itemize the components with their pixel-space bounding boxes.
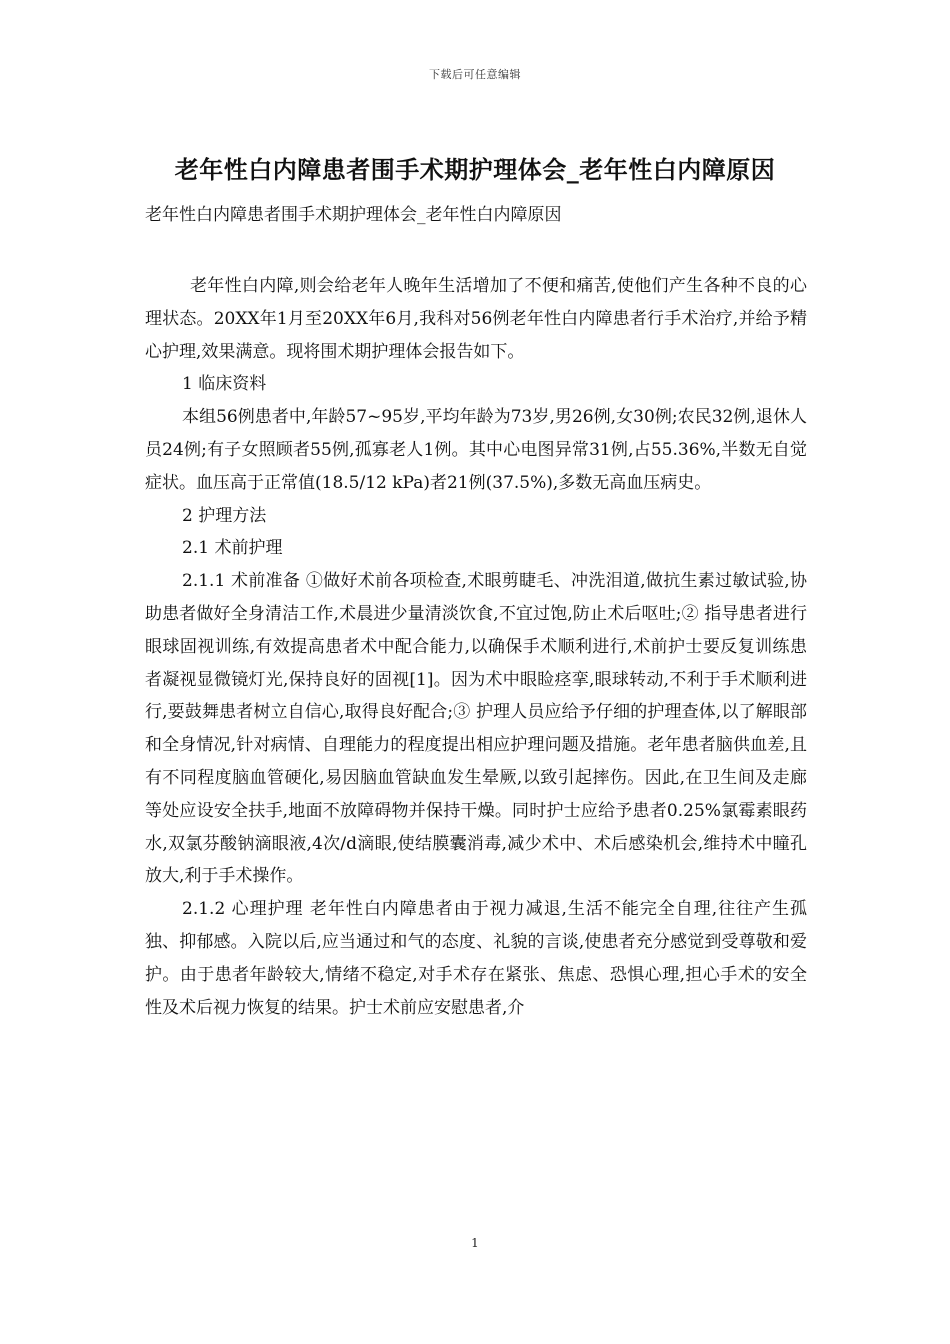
document-title: 老年性白内障患者围手术期护理体会_老年性白内障原因 (174, 156, 776, 184)
page-number: 1 (471, 1236, 479, 1250)
psychological-care-paragraph: 2.1.2 心理护理 老年性白内障患者由于视力减退,生活不能完全自理,往往产生孤独、抑郁感。入院以后,应当通过和气的态度、礼貌的言谈,使患者充分感觉到受尊敬和爱护。由于患者年龄较大,情绪不稳定,对手术存在紧张、焦虑、恐惧心理,担心手术的安全性及术后视力恢复的结果。护士术前应安慰患者,介 (145, 899, 807, 1018)
document-subtitle: 老年性白内障患者围手术期护理体会_老年性白内障原因 (145, 205, 562, 225)
section-heading-clinical-data: 1 临床资料 (182, 374, 267, 395)
section-heading-nursing-methods: 2 护理方法 (182, 505, 267, 526)
clinical-data-paragraph: 本组56例患者中,年龄57~95岁,平均年龄为73岁,男26例,女30例;农民32例,退休人员24例;有子女照顾者55例,孤寡老人1例。其中心电图异常31例,占55.36%,半数无自觉症状。血压高于正常值(18.5/12 kPa)者21例(37.5%),多数无高血压病史。 (145, 407, 807, 493)
document-body (145, 270, 807, 1024)
page-header-note: 下载后可任意编辑 (429, 68, 521, 81)
subsection-heading-preoperative-care: 2.1 术前护理 (182, 538, 283, 559)
intro-paragraph: 老年性白内障,则会给老年人晚年生活增加了不便和痛苦,使他们产生各种不良的心理状态。20XX年1月至20XX年6月,我科对56例老年性白内障患者行手术治疗,并给予精心护理,效果满意。现将围术期护理体会报告如下。 (145, 276, 807, 362)
preoperative-preparation-paragraph: 2.1.1 术前准备 ①做好术前各项检查,术眼剪睫毛、冲洗泪道,做抗生素过敏试验,协助患者做好全身清洁工作,术晨进少量清淡饮食,不宜过饱,防止术后呕吐;② 指导患者进行眼球固视训练,有效提高患者术中配合能力,以确保手术顺利进行,术前护士要反复训练患者凝视显微镜灯光,保持良好的固视[1]。因为术中眼睑痉挛,眼球转动,不利于手术顺利进行,要鼓舞患者树立自信心,取得良好配合;③ 护理人员应给予仔细的护理查体,以了解眼部和全身情况,针对病情、自理能力的程度提出相应护理问题及措施。老年患者脑供血差,且有不同程度脑血管硬化,易因脑血管缺血发生晕厥,以致引起摔伤。因此,在卫生间及走廊等处应设安全扶手,地面不放障碍物并保持干燥。同时护士应给予患者0.25%氯霉素眼药水,双氯芬酸钠滴眼液,4次/d滴眼,使结膜囊消毒,减少术中、术后感染机会,维持术中瞳孔放大,利于手术操作。 (145, 571, 807, 887)
